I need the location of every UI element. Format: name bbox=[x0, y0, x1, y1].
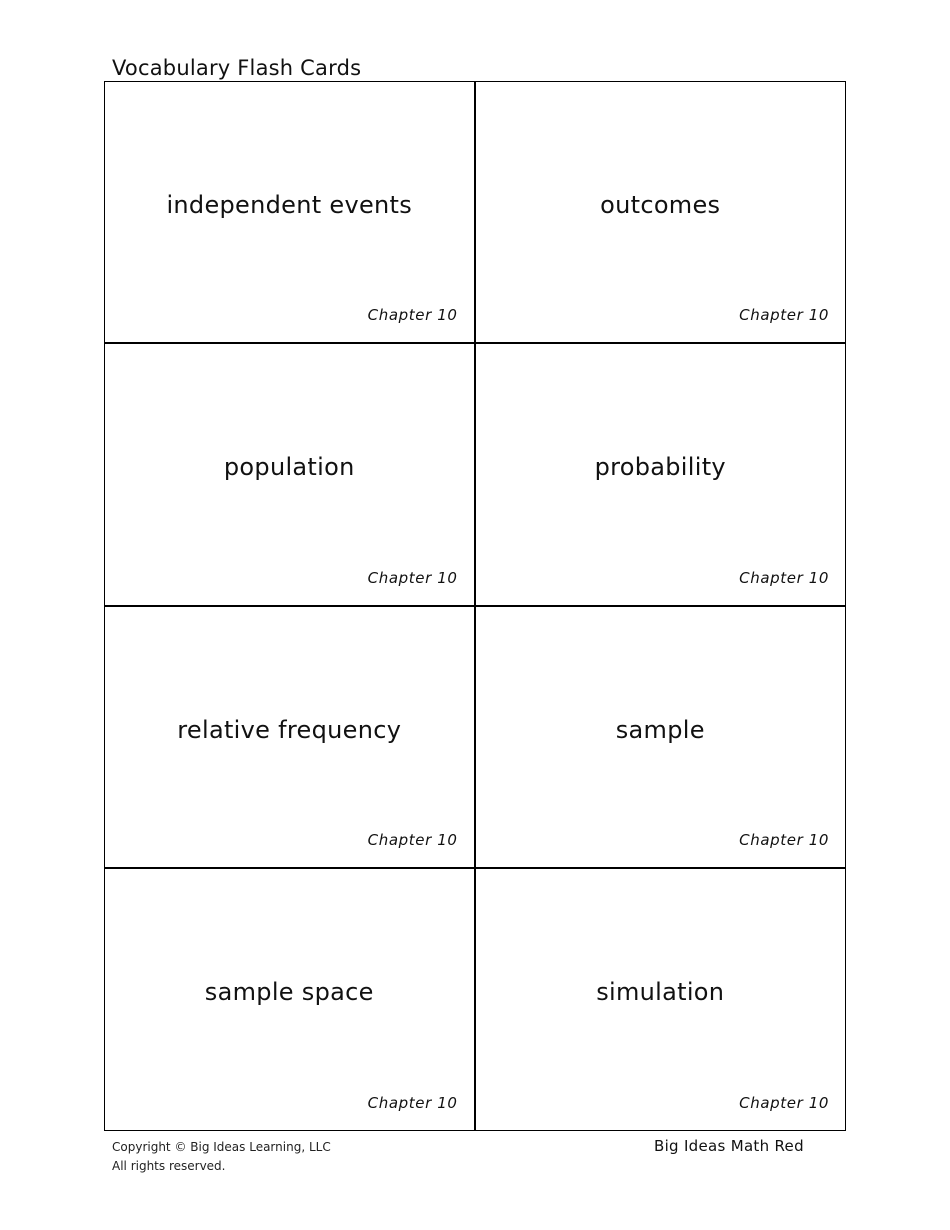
card-term: outcomes bbox=[600, 191, 721, 219]
card-term: population bbox=[223, 453, 355, 482]
card-chapter: Chapter 10 bbox=[739, 1094, 829, 1112]
flash-card bbox=[476, 607, 847, 869]
flash-card bbox=[105, 344, 476, 606]
rights-line: All rights reserved. bbox=[112, 1159, 226, 1173]
page-title: Vocabulary Flash Cards bbox=[112, 56, 362, 80]
footer-copyright bbox=[112, 1138, 331, 1176]
flash-card bbox=[476, 869, 847, 1131]
flash-card bbox=[476, 344, 847, 606]
flash-card bbox=[476, 82, 847, 344]
card-term: sample bbox=[615, 715, 705, 744]
card-chapter: Chapter 10 bbox=[739, 830, 829, 849]
card-term: probability bbox=[594, 453, 726, 482]
copyright-line: Copyright © Big Ideas Learning, LLC bbox=[112, 1140, 331, 1154]
card-chapter: Chapter 10 bbox=[367, 830, 458, 849]
flash-card bbox=[105, 607, 476, 869]
card-chapter: Chapter 10 bbox=[367, 1094, 458, 1112]
card-term: sample space bbox=[204, 977, 374, 1006]
card-chapter: Chapter 10 bbox=[367, 306, 458, 325]
flash-card bbox=[105, 869, 476, 1131]
card-chapter: Chapter 10 bbox=[739, 568, 829, 587]
card-chapter: Chapter 10 bbox=[367, 568, 458, 587]
card-term: relative frequency bbox=[177, 715, 402, 744]
book-title: Big Ideas Math Red bbox=[654, 1137, 804, 1155]
card-term: independent events bbox=[166, 191, 413, 219]
flash-card-grid bbox=[104, 81, 846, 1131]
card-chapter: Chapter 10 bbox=[739, 306, 829, 325]
flash-card bbox=[105, 82, 476, 344]
card-term: simulation bbox=[596, 977, 725, 1006]
